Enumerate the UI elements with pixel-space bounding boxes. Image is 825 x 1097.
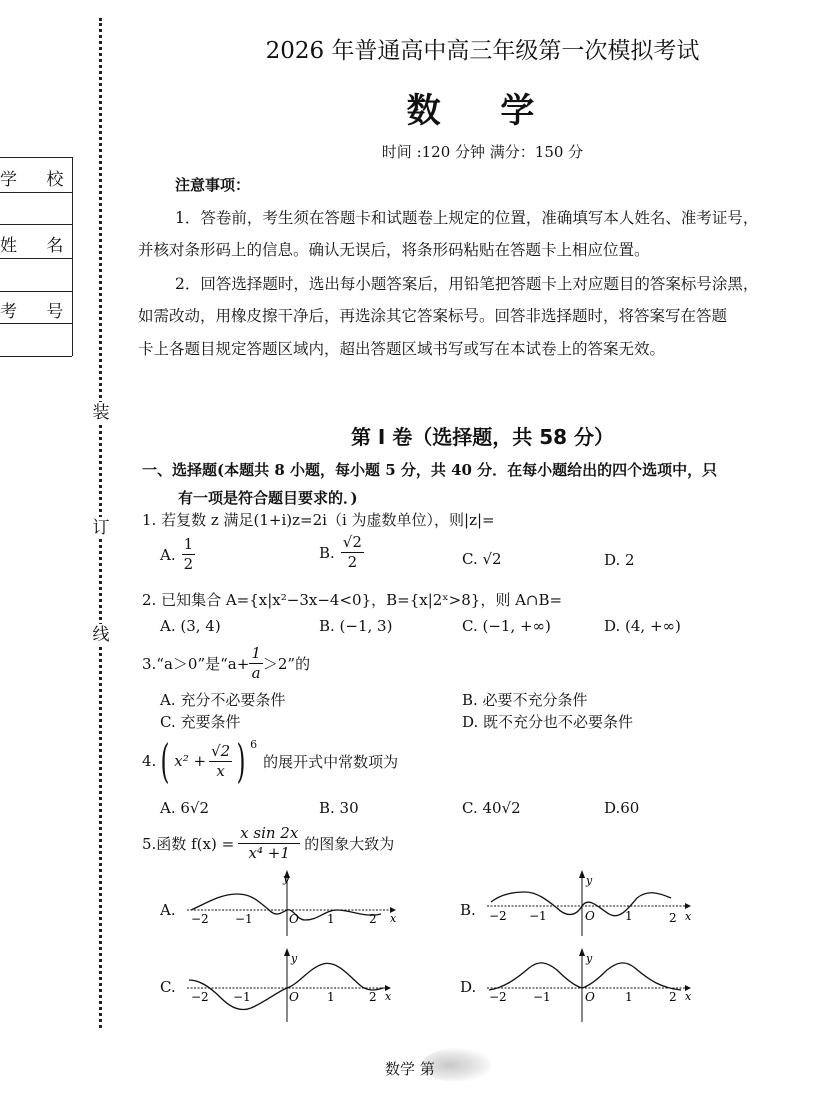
name-field-input[interactable]	[0, 259, 71, 290]
question-5-stem	[142, 826, 394, 861]
note-item-1-line-2: 并核对条形码上的信息。确认无误后，将条形码粘贴在答题卡上相应位置。	[138, 241, 650, 259]
fraction	[341, 535, 364, 570]
question-4-option-b[interactable]: B. 30	[319, 799, 359, 817]
question-4-option-a[interactable]: A. 6√2	[160, 799, 210, 817]
axis-y-label: y	[586, 952, 593, 965]
question-3-option-c[interactable]: C. 充要条件	[160, 713, 241, 731]
tick-label: −2	[489, 990, 507, 1004]
question-4-stem	[142, 736, 398, 786]
function-curve	[491, 892, 671, 916]
fraction	[249, 646, 263, 681]
question-5-stem-prefix: 5.函数 f(x) =	[142, 835, 235, 853]
binding-table-border	[0, 291, 72, 292]
note-item-2-line-1: 2．回答选择题时，选出每小题答案后，用铅笔把答题卡上对应题目的答案标号涂黑，	[175, 275, 759, 293]
expression-term: x² +	[174, 752, 207, 770]
graph-option-b[interactable]	[485, 868, 700, 940]
question-1-option-b[interactable]	[319, 535, 364, 570]
question-5-option-a-label[interactable]: A.	[160, 901, 176, 919]
question-2-option-a[interactable]: A. (3, 4)	[160, 617, 221, 635]
question-3-stem	[142, 646, 310, 681]
question-4-stem-prefix: 4.	[142, 752, 157, 770]
question-2-stem: 2. 已知集合 A={x|x²−3x−4<0}，B={x|2ˣ>8}，则 A∩B=	[142, 591, 563, 609]
fraction	[238, 826, 300, 861]
y-axis-arrow	[579, 948, 585, 956]
exponent: 6	[250, 738, 258, 751]
axis-x-label: x	[685, 990, 692, 1003]
tick-label: 1	[327, 990, 335, 1004]
question-3-option-b[interactable]: B. 必要不充分条件	[462, 691, 588, 709]
question-4-stem-suffix: 的展开式中常数项为	[263, 752, 399, 771]
question-4-option-c[interactable]: C. 40√2	[462, 799, 521, 817]
axis-y-label: y	[283, 872, 290, 885]
function-curve	[189, 963, 383, 1009]
note-item-1-line-1: 1．答卷前，考生须在答题卡和试题卷上规定的位置，准确填写本人姓名、准考证号，	[175, 209, 759, 227]
tick-label: 2	[369, 912, 377, 926]
question-1-option-a[interactable]	[160, 537, 195, 572]
question-1-option-c[interactable]: C. √2	[462, 550, 502, 568]
question-3-stem-prefix: 3.“a＞0”是“a+	[142, 655, 250, 673]
x-axis-arrow	[685, 903, 691, 909]
tick-label: −2	[489, 909, 507, 923]
function-curve	[489, 963, 681, 990]
question-5-option-c-label[interactable]: C.	[160, 978, 176, 996]
part-heading	[142, 456, 822, 512]
question-3-option-d[interactable]: D. 既不充分也不必要条件	[462, 713, 634, 731]
left-paren: (	[160, 734, 170, 788]
function-curve	[191, 894, 381, 920]
question-1-option-d[interactable]: D. 2	[604, 551, 635, 569]
tick-label: −1	[233, 990, 251, 1004]
question-3-option-a[interactable]: A. 充分不必要条件	[160, 691, 286, 709]
fraction-denominator: a	[251, 664, 261, 682]
tick-label: 2	[669, 911, 677, 925]
graph-option-a[interactable]	[185, 868, 400, 940]
question-2-option-d[interactable]: D. (4, +∞)	[604, 617, 681, 635]
tick-label: −2	[191, 912, 209, 926]
tick-label: 1	[625, 909, 633, 923]
graph-option-c[interactable]	[185, 946, 400, 1024]
question-1-stem: 1. 若复数 z 满足(1+i)z=2i（i 为虚数单位），则|z|=	[142, 511, 495, 529]
right-paren: )	[236, 734, 246, 788]
part-heading-line-2: 有一项是符合题目要求的．)	[178, 489, 358, 507]
tick-label: O	[585, 909, 595, 923]
tick-label: −1	[529, 909, 547, 923]
question-5-option-d-label[interactable]: D.	[460, 978, 477, 996]
subject-title: 数 学	[406, 91, 559, 131]
tick-label: −1	[235, 912, 253, 926]
fraction	[182, 537, 196, 572]
binding-char-zhuang: 装	[88, 402, 114, 424]
note-item-2-line-3: 卡上各题目规定答题区域内，超出答题区域书写或写在本试卷上的答案无效。	[138, 340, 666, 358]
tick-label: 1	[625, 990, 633, 1004]
axis-x-label: x	[385, 990, 392, 1003]
binding-char-xian: 线	[88, 624, 114, 646]
fraction-denominator: x⁴ +1	[248, 844, 290, 862]
question-2-option-b[interactable]: B. (−1, 3)	[319, 617, 393, 635]
section-title: 第 I 卷（选择题，共 58 分）	[350, 425, 615, 449]
binding-table-border	[0, 224, 72, 225]
question-5-option-b-label[interactable]: B.	[460, 901, 476, 919]
notes-heading: 注意事项：	[175, 176, 251, 194]
exam-number-field-input[interactable]	[0, 324, 71, 355]
question-3-stem-suffix: ＞2”的	[262, 655, 311, 673]
note-item-2-line-2: 如需改动，用橡皮擦干净后，再选涂其它答案标号。回答非选择题时，将答案写在答题	[138, 307, 728, 325]
axis-y-label: y	[586, 874, 593, 887]
y-axis-arrow	[284, 948, 290, 956]
fraction-numerator: √2	[211, 741, 231, 760]
tick-label: O	[289, 912, 299, 926]
tick-label: 1	[327, 912, 335, 926]
exam-title: 2026 年普通高中高三年级第一次模拟考试	[265, 38, 700, 64]
question-4-option-d[interactable]: D.60	[604, 799, 640, 817]
tick-label: −2	[191, 990, 209, 1004]
part-heading-line-1: 一、选择题(本题共 8 小题，每小题 5 分，共 40 分．在每小题给出的四个选项中，只	[142, 461, 718, 479]
y-axis-arrow	[579, 870, 585, 878]
fraction	[209, 741, 232, 780]
axis-y-label: y	[291, 952, 298, 965]
fraction-denominator: x	[216, 761, 225, 780]
axis-x-label: x	[390, 912, 397, 925]
binding-char-ding: 订	[88, 517, 114, 539]
question-2-option-c[interactable]: C. (−1, +∞)	[462, 617, 551, 635]
exam-number-field-label: 考 号	[0, 302, 76, 322]
option-label: A.	[160, 545, 176, 564]
page-footer: 数学 第	[385, 1060, 435, 1078]
fraction-numerator: √2	[342, 533, 362, 551]
tick-label: O	[289, 990, 299, 1004]
fraction-numerator: x sin 2x	[240, 824, 299, 842]
graph-option-d[interactable]	[485, 946, 700, 1024]
fraction-numerator: 1	[183, 535, 194, 553]
name-field-label: 姓 名	[0, 236, 76, 256]
question-5-stem-suffix: 的图象大致为	[304, 835, 395, 853]
fraction-denominator: 2	[347, 553, 358, 571]
tick-label: 2	[369, 990, 377, 1004]
school-field-label: 学 校	[0, 170, 76, 190]
binding-table-border	[0, 356, 72, 357]
tick-label: −1	[533, 990, 551, 1004]
school-field-input[interactable]	[0, 193, 71, 223]
axis-x-label: x	[685, 910, 692, 923]
time-info: 时间 :120 分钟 满分：150 分	[381, 143, 584, 161]
tick-label: O	[585, 990, 595, 1004]
fraction-denominator: 2	[183, 555, 194, 573]
tick-label: 2	[669, 990, 677, 1004]
fraction-numerator: 1	[251, 644, 261, 662]
option-label: B.	[319, 543, 335, 562]
